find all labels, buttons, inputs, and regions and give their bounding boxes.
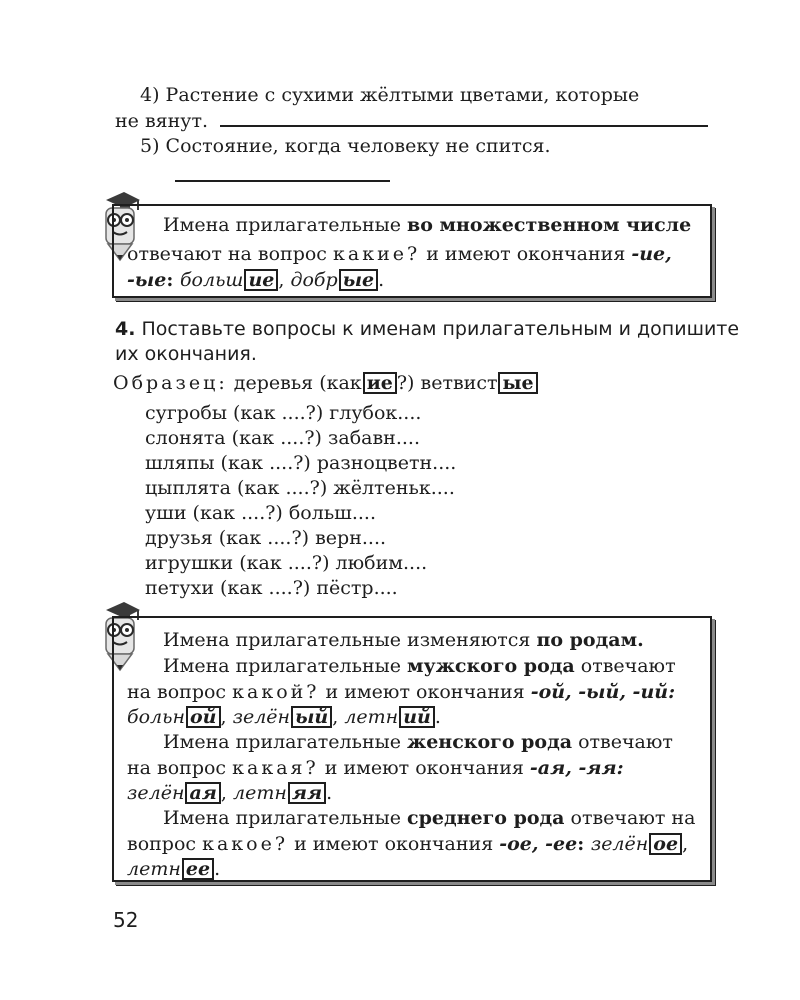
rule2-p4-examples	[127, 858, 220, 880]
rule2-text: и имеют окончания	[318, 757, 530, 779]
rule2-text: Имена прилагательные изменяются	[163, 629, 537, 651]
exercise-item[interactable]: игрушки (как ....?) любим....	[145, 552, 428, 574]
rule2-text: вопрос	[127, 833, 203, 855]
ending-box: ий	[399, 706, 435, 728]
rule1-term: во множественном числе	[407, 214, 692, 236]
exercise-number: 4.	[115, 318, 136, 340]
rule2-endings: -ое, -ее	[499, 833, 578, 855]
example-stem: больн	[127, 706, 185, 728]
exercise-item[interactable]: уши (как ....?) больш....	[145, 502, 376, 524]
exercise-item[interactable]: друзья (как ....?) верн....	[145, 527, 387, 549]
exercise-task-line-2: их окончания.	[115, 343, 257, 365]
rule1-text: и имеют окончания	[420, 243, 632, 265]
separator: ,	[220, 706, 233, 728]
rule1-ending: -ые	[127, 269, 167, 291]
ending-box: ые	[339, 269, 378, 291]
rule1-line-1	[163, 214, 691, 236]
rule2-endings: -ая, -яя:	[529, 757, 624, 779]
rule1-text: Имена прилагательные	[163, 214, 408, 236]
ending-box: ие	[244, 269, 278, 291]
example-stem: больш	[179, 269, 244, 291]
rule2-term: по родам	[536, 629, 638, 651]
rule1-colon: :	[166, 269, 180, 291]
period: .	[434, 706, 441, 728]
rule2-question: какая?	[232, 757, 319, 779]
exercise-item[interactable]: цыплята (как ....?) жёлтеньк....	[145, 477, 455, 499]
separator: ,	[332, 706, 345, 728]
rule2-colon: :	[577, 833, 591, 855]
rule2-p4-line-1	[163, 807, 695, 829]
rule2-p2-line-1	[163, 655, 676, 677]
item-4-text: не вянут.	[115, 110, 209, 132]
rule2-p3-line-1	[163, 731, 673, 753]
example-stem: летн	[127, 858, 181, 880]
exercise-item[interactable]: петухи (как ....?) пёстр....	[145, 577, 398, 599]
rule2-p2-line-2	[127, 681, 675, 703]
separator: ,	[682, 833, 689, 855]
example-stem: зелён	[127, 782, 185, 804]
exercise-item[interactable]: шляпы (как ....?) разноцветн....	[145, 452, 457, 474]
rule2-text: отвечают	[572, 731, 673, 753]
rule2-question: какой?	[232, 681, 320, 703]
ending-box: ее	[182, 858, 214, 880]
separator: ,	[220, 782, 233, 804]
exercise-item[interactable]: сугробы (как ....?) глубок....	[145, 402, 422, 424]
rule2-term: среднего рода	[407, 807, 565, 829]
period: .	[326, 782, 333, 804]
example-stem: добр	[290, 269, 338, 291]
sample-label: Образец:	[113, 372, 228, 394]
answer-blank-5[interactable]	[175, 180, 390, 182]
rule2-p3-examples	[127, 782, 332, 804]
page-number: 52	[113, 908, 139, 932]
item-5: 5) Состояние, когда человеку не спится.	[140, 135, 551, 157]
period: .	[214, 858, 221, 880]
item-4-line-2	[115, 110, 708, 132]
sample-line	[113, 372, 538, 394]
rule2-question: какое?	[202, 833, 289, 855]
example-stem: зелён	[590, 833, 649, 855]
rule2-text: Имена прилагательные	[163, 655, 408, 677]
ending-box: ие	[363, 372, 397, 394]
separator: ,	[278, 269, 291, 291]
rule2-text: Имена прилагательные	[163, 731, 408, 753]
rule1-text: отвечают на вопрос	[127, 243, 333, 265]
example-stem: зелён	[232, 706, 291, 728]
ending-box: ой	[186, 706, 221, 728]
rule2-text: и имеют окончания	[319, 681, 531, 703]
answer-blank-4[interactable]	[220, 124, 708, 127]
item-4-line-1: 4) Растение с сухими жёлтыми цветами, которые	[140, 84, 640, 106]
exercise-item[interactable]: слонята (как ....?) забавн....	[145, 427, 420, 449]
ending-box: ое	[649, 833, 682, 855]
rule2-text: Имена прилагательные	[163, 807, 408, 829]
rule2-text: отвечают на	[564, 807, 696, 829]
rule2-term: мужского рода	[407, 655, 575, 677]
period: .	[378, 269, 385, 291]
rule2-p4-line-2	[127, 833, 688, 855]
rule1-question: какие?	[333, 243, 421, 265]
rule2-text: отвечают	[574, 655, 676, 677]
rule1-line-2	[127, 243, 672, 265]
rule2-p2-examples	[127, 706, 441, 728]
exercise-task: Поставьте вопросы к именам прилагательным и допишите	[141, 318, 740, 340]
rule1-line-3	[127, 269, 384, 291]
ending-box: ые	[498, 372, 537, 394]
example-stem: летн	[233, 782, 287, 804]
sample-text: деревья (как	[227, 372, 362, 394]
example-stem: летн	[344, 706, 399, 728]
rule2-text: и имеют окончания	[288, 833, 500, 855]
rule2-text: на вопрос	[127, 681, 233, 703]
rule2-p3-line-2	[127, 757, 624, 779]
exercise-task-line-1	[115, 318, 739, 340]
period: .	[637, 629, 644, 651]
rule2-text: на вопрос	[127, 757, 233, 779]
rule1-ending: -ие,	[631, 243, 672, 265]
rule2-p1	[163, 629, 644, 651]
ending-box: ая	[185, 782, 220, 804]
ending-box: ый	[291, 706, 332, 728]
rule2-endings: -ой, -ый, -ий:	[530, 681, 676, 703]
ending-box: яя	[288, 782, 326, 804]
sample-text: ?) ветвист	[396, 372, 498, 394]
rule2-term: женского рода	[407, 731, 573, 753]
